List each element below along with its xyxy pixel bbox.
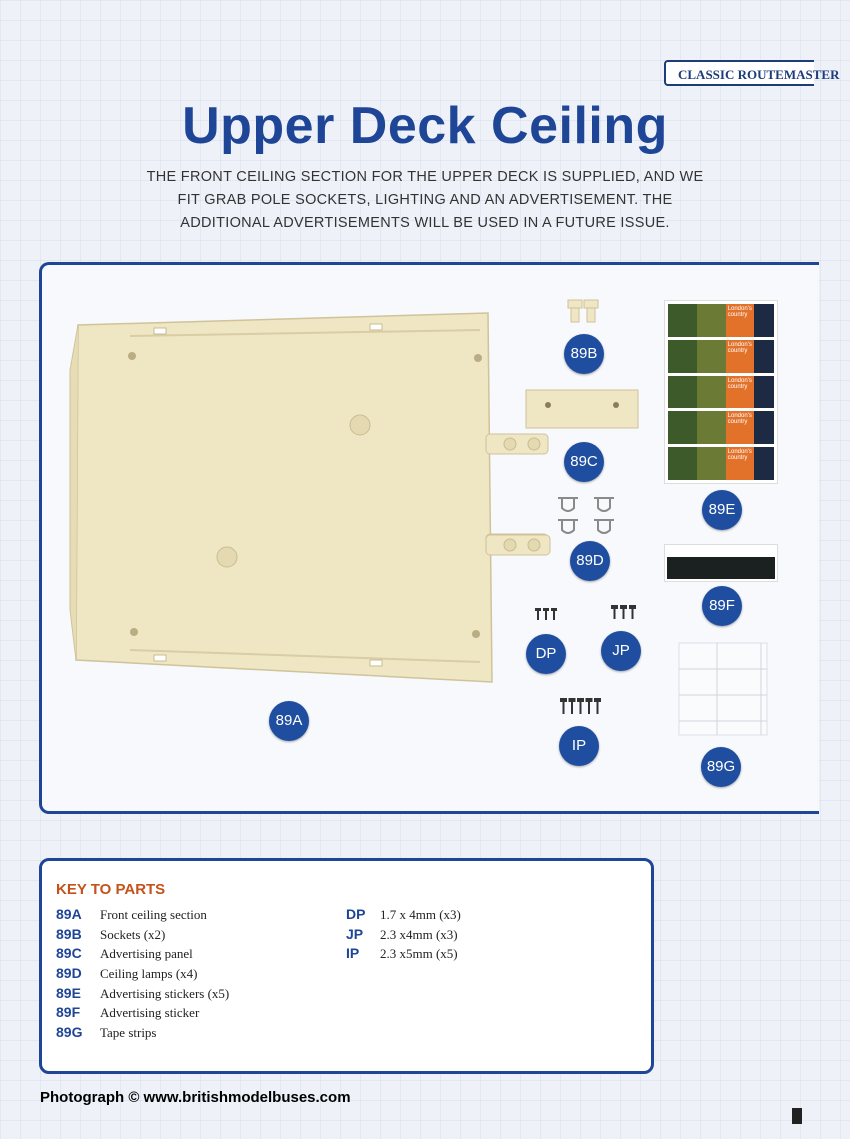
screws-jp-image bbox=[610, 605, 638, 621]
key-title: KEY TO PARTS bbox=[56, 881, 166, 898]
sticker-row: London's country bbox=[668, 447, 774, 480]
part-description: Advertising stickers (x5) bbox=[100, 985, 230, 1001]
part-code: 89A bbox=[56, 906, 82, 922]
ceiling-section-image bbox=[70, 310, 495, 690]
key-left-column bbox=[56, 905, 229, 1043]
tape-strips-image bbox=[677, 641, 769, 737]
sticker-row: London's country bbox=[668, 304, 774, 337]
key-row bbox=[346, 905, 461, 925]
label-89g: 89G bbox=[701, 747, 741, 787]
screws-ip-image bbox=[559, 698, 603, 716]
label-89d: 89D bbox=[570, 541, 610, 581]
label-89e: 89E bbox=[702, 490, 742, 530]
series-badge: CLASSIC ROUTEMASTER bbox=[664, 60, 814, 86]
screw-description: 2.3 x5mm (x5) bbox=[380, 946, 458, 962]
part-code: 89B bbox=[56, 925, 82, 942]
sticker-row: London's country bbox=[668, 411, 774, 444]
screw-code: IP bbox=[346, 945, 360, 962]
key-row bbox=[346, 925, 461, 945]
sticker-row: London's country bbox=[668, 376, 774, 409]
key-row bbox=[56, 1003, 229, 1023]
part-description: Sockets (x2) bbox=[100, 926, 166, 942]
part-description: Tape strips bbox=[100, 1025, 157, 1041]
key-row bbox=[56, 944, 229, 964]
key-right-column bbox=[346, 905, 461, 964]
label-jp: JP bbox=[601, 631, 641, 671]
label-89f: 89F bbox=[702, 586, 742, 626]
advertising-sticker-image bbox=[664, 544, 778, 582]
part-description: Ceiling lamps (x4) bbox=[100, 966, 198, 982]
label-ip: IP bbox=[559, 726, 599, 766]
key-row bbox=[56, 905, 229, 925]
part-description: Advertising sticker bbox=[100, 1005, 200, 1021]
photo-credit: Photograph © www.britishmodelbuses.com bbox=[40, 1089, 351, 1106]
key-row bbox=[56, 964, 229, 984]
screws-dp-image bbox=[534, 608, 560, 622]
screw-code: DP bbox=[346, 906, 366, 922]
sticker-row: London's country bbox=[668, 340, 774, 373]
part-code: 89G bbox=[56, 1024, 83, 1041]
label-89a: 89A bbox=[269, 701, 309, 741]
part-code: 89C bbox=[56, 945, 82, 962]
label-89c: 89C bbox=[564, 442, 604, 482]
part-code: 89F bbox=[56, 1004, 81, 1021]
key-row bbox=[346, 944, 461, 964]
screw-description: 1.7 x 4mm (x3) bbox=[380, 907, 461, 922]
page-corner-marker bbox=[792, 1108, 802, 1124]
key-row bbox=[56, 984, 229, 1004]
label-dp: DP bbox=[526, 634, 566, 674]
screw-code: JP bbox=[346, 925, 364, 942]
part-code: 89E bbox=[56, 984, 81, 1001]
advertising-stickers-sheet bbox=[664, 300, 778, 484]
key-row bbox=[56, 1023, 229, 1043]
part-description: Front ceiling section bbox=[100, 907, 207, 922]
key-row bbox=[56, 925, 229, 945]
sockets-image bbox=[566, 298, 602, 328]
key-to-parts-box bbox=[39, 858, 654, 1074]
part-code: 89D bbox=[56, 965, 82, 982]
intro-text: THE FRONT CEILING SECTION FOR THE UPPER DECK IS SUPPLIED, AND WE FIT GRAB POLE SOCKETS, LIGHTING AND AN ADVERTISEMENT. THE ADDITIONAL ADVERTISEMENTS WILL BE USED IN A FUTURE ISSUE. bbox=[146, 169, 704, 231]
part-description: Advertising panel bbox=[100, 946, 193, 962]
screw-description: 2.3 x4mm (x3) bbox=[380, 926, 458, 942]
lower-lug-image bbox=[484, 533, 554, 559]
page-title: Upper Deck Ceiling bbox=[182, 97, 668, 155]
ceiling-lamps-image bbox=[552, 492, 622, 538]
label-89b: 89B bbox=[564, 334, 604, 374]
